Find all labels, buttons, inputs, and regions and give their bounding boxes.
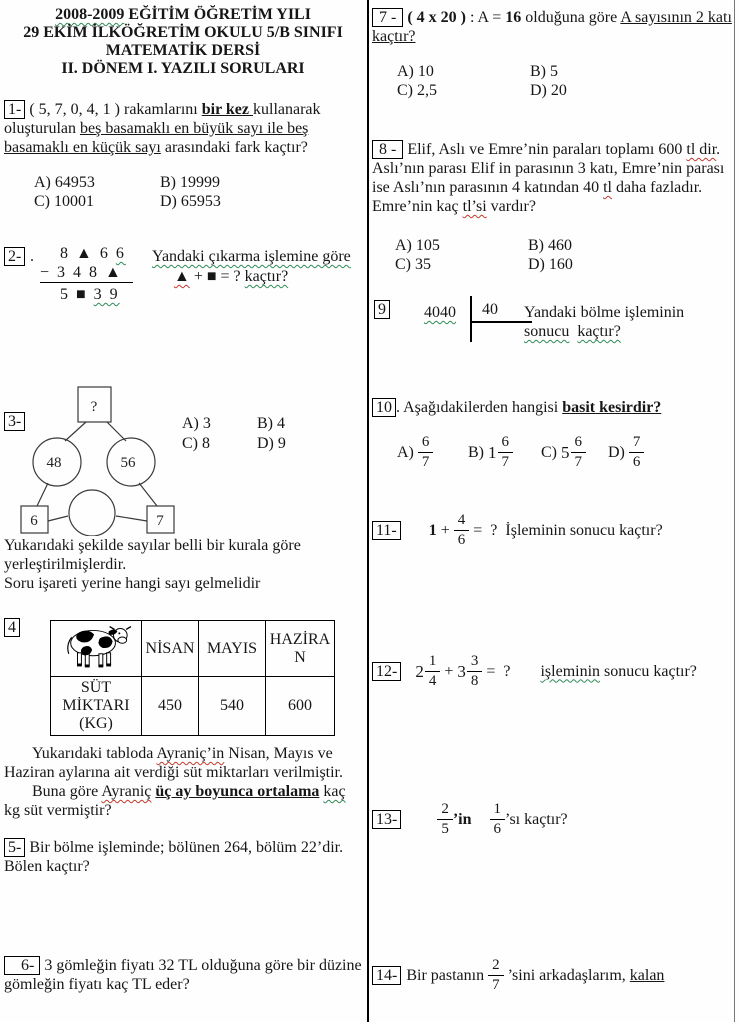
header-line-3: MATEMATİK DERSİ (105, 42, 261, 59)
fraction-denominator: 8 (470, 672, 479, 689)
header-line-2: 29 EKİM İLKÖĞRETİM OKULU 5/B SINIFI (23, 24, 343, 41)
header-line-4: II. DÖNEM I. YAZILI SORULARI (61, 60, 305, 77)
emphasis: A sayısının 2 katı kaçtır? (372, 9, 732, 45)
option-b: B) 1 $\frac{6}{7}$ (468, 434, 513, 471)
fraction-denominator: 4 (428, 672, 437, 689)
fraction-numerator: 3 (467, 653, 483, 672)
fraction-numerator: 2 (437, 801, 453, 820)
fraction-denominator: 7 (421, 454, 430, 470)
answer-options (34, 173, 366, 211)
fraction-numerator: 1 (425, 653, 441, 672)
fraction-denominator: 6 (493, 820, 501, 837)
puzzle-circle-right: 56 (120, 455, 136, 471)
question-1 (4, 100, 366, 211)
question-10-text: 10 . Aşağıdakilerden hangisi basit kesirdir? (372, 398, 733, 417)
difference-row: 5 ■ 3 9 (60, 286, 120, 303)
month-header: HAZİRAN (266, 621, 335, 677)
option-d: D) 65953 (160, 193, 221, 210)
divisor: 40 (472, 296, 532, 323)
fraction-denominator: 5 (441, 820, 449, 837)
emphasis: bir kez (201, 101, 253, 118)
question-number: 4 (4, 618, 20, 637)
answer-options (397, 62, 656, 100)
option-c: C) 35 (395, 256, 431, 273)
option-b: B) 460 (528, 237, 572, 254)
option-d: D) 20 (530, 82, 567, 99)
fraction (454, 512, 470, 549)
question-8-text: 8 - Elif, Aslı ve Emre’nin paraları toplamı 600 tl dir. Aslı’nın parası Elif in parasının 3 katı, Emre’nin parası ise Aslı’nın parasının 4 katından 40 tl daha fazladır. Emre’nin kaç tl’si vardır? (372, 141, 725, 215)
option-c: C) 8 (182, 435, 210, 452)
paragraph: Buna göre Ayraniç üç ay boyunca ortalama kaç kg süt vermiştir? (4, 783, 346, 819)
question-12: 12- 2 $\frac{1}{4}$ + 3 $\frac{3}{8}$ = ? işleminin sonucu kaçtır? (372, 648, 733, 694)
fraction-numerator: 2 (488, 957, 504, 976)
option-b: B) 4 (257, 415, 285, 432)
question-5 (4, 838, 366, 876)
fraction (467, 653, 483, 690)
school-year: 2008-2009 (55, 6, 125, 23)
emphasis: üç ay boyunca ortalama (155, 783, 320, 800)
dividend: 4040 (424, 304, 456, 321)
question-number: 9 (374, 300, 390, 319)
fraction (437, 801, 453, 838)
option-a: A) 10 (397, 63, 434, 80)
question-number: 12- (372, 662, 401, 681)
question-5-text: Bir bölme işleminde; bölünen 264, bölüm 22’dir. Bölen kaçtır? (4, 839, 344, 875)
question-number: 2- (4, 247, 25, 266)
fraction-denominator: 7 (574, 454, 582, 470)
subtrahend-row: − 3 4 8 ▲ (40, 263, 133, 282)
question-11-text: İşleminin sonucu kaçtır? (505, 521, 663, 539)
whole-number: 3 (457, 661, 466, 681)
option-c: C) 2,5 (397, 82, 437, 99)
question-6 (4, 956, 366, 994)
puzzle-top-value: ? (90, 399, 98, 415)
question-9 (372, 296, 733, 356)
option-d: D) 160 (528, 256, 573, 273)
option-d: D) $\frac{7}{6}$ (608, 434, 644, 471)
question-14: 14- Bir pastanın $\frac{2}{7}$ ’sini arkadaşlarım, kalan (372, 952, 733, 998)
fraction-denominator: 6 (632, 454, 641, 470)
fraction (629, 434, 645, 471)
question-number: 11- (372, 521, 401, 540)
page-right-border (734, 0, 735, 1022)
fraction (418, 434, 434, 471)
answer-options (395, 236, 654, 274)
whole-number: 2 (415, 661, 424, 681)
milk-value-may: 540 (199, 677, 266, 736)
month-header: NİSAN (142, 621, 199, 677)
question-number: 6- (4, 956, 40, 975)
question-number: 14- (372, 966, 401, 985)
question-2: 2- . 8 ▲ 6 6 − 3 4 8 ▲ 5 ■ 3 9 Yandaki çıkarma işlemine göre ▲ + ■ = ? kaçtır? (4, 244, 366, 308)
question-1-text: 1- ( 5, 7, 0, 4, 1 ) rakamlarını bir kez kullanarak oluşturulan beş basamaklı en büyük sayı ile beş basamaklı en küçük sayı arasındaki fark kaçtır? (4, 101, 321, 156)
milk-table (50, 620, 335, 736)
option-b: B) 19999 (160, 174, 220, 191)
question-number: 8 - (372, 140, 403, 159)
column-divider (367, 0, 369, 1022)
option-c: C) 10001 (34, 193, 94, 210)
minuend-row: 8 ▲ 6 6 (60, 245, 126, 262)
question-6-text: 3 gömleğin fiyatı 32 TL olduğuna göre bir düzine gömleğin fiyatı kaç TL eder? (4, 957, 362, 993)
question-8 (372, 140, 733, 280)
cow-icon-cell (51, 621, 142, 677)
fraction (425, 653, 441, 690)
fraction-numerator: 6 (418, 434, 434, 453)
cow-icon (60, 623, 132, 669)
emphasis: kalan (629, 966, 665, 984)
side-note-line-2: ▲ + ■ = ? kaçtır? (174, 268, 289, 285)
question-13: 13- $\frac{2}{5}$ ’in $\frac{1}{6}$ ’sı kaçtır? (372, 796, 733, 842)
fraction-numerator: 7 (629, 434, 645, 453)
question-7-text: 7 - ( 4 x 20 ) : A = 16 olduğuna göre A sayısının 2 katı kaçtır? (372, 9, 732, 45)
option-a: A) $\frac{6}{7}$ (397, 434, 433, 471)
fraction-denominator: 7 (501, 454, 509, 470)
question-11: 11- 1 + $\frac{4}{6}$ = ? İşleminin sonucu kaçtır? (372, 508, 733, 552)
question-4 (4, 610, 366, 826)
option-b: B) 5 (530, 63, 558, 80)
question-number: 7 - (372, 8, 403, 27)
option-a: A) 3 (182, 415, 211, 432)
fraction (571, 434, 587, 471)
puzzle-square-left: 6 (30, 513, 38, 529)
question-number: 5- (4, 838, 25, 857)
fraction (488, 957, 504, 994)
puzzle-square-right: 7 (156, 513, 164, 529)
option-d: D) 9 (257, 435, 286, 452)
fraction-denominator: 6 (457, 531, 466, 548)
question-number: 1- (4, 100, 25, 119)
question-number: 10 (372, 398, 396, 417)
option-a: A) 64953 (34, 174, 95, 191)
fraction-numerator: 6 (571, 434, 587, 453)
question-12-text: sonucu kaçtır? (600, 662, 697, 680)
whole-number: 1 (488, 443, 497, 462)
puzzle-circle-left: 48 (46, 455, 62, 471)
question-13-text: ’sı kaçtır? (505, 810, 568, 828)
month-header: MAYIS (199, 621, 266, 677)
fraction-denominator: 7 (492, 976, 500, 993)
fraction (490, 801, 506, 838)
emphasis: beş basamaklı en büyük sayı ile beş basamaklı en küçük sayı (4, 120, 309, 156)
question-7 (372, 8, 733, 120)
side-note: Yandaki bölme işleminin sonucu kaçtır? (524, 304, 685, 340)
option-c: C) 5 $\frac{6}{7}$ (541, 434, 586, 471)
question-number: 13- (372, 810, 401, 829)
fraction-numerator: 4 (454, 512, 470, 531)
fraction (498, 434, 514, 471)
fraction-numerator: 6 (498, 434, 514, 453)
question-3 (4, 384, 366, 596)
long-division-bracket (470, 296, 532, 342)
milk-value-april: 450 (142, 677, 199, 736)
fraction-numerator: 1 (490, 801, 506, 820)
question-3-text: Yukarıdaki şekilde sayılar belli bir kurala göre yerleştirilmişlerdir. Soru işareti yerine hangi sayı gelmelidir (4, 537, 301, 592)
row-label: SÜT MİKTARI (KG) (51, 677, 142, 736)
option-a: A) 105 (395, 237, 440, 254)
emphasis: basit kesirdir? (562, 399, 662, 416)
exam-header (0, 6, 366, 78)
milk-value-june: 600 (266, 677, 335, 736)
paragraph: Yukarıdaki tabloda Ayraniç’in Nisan, Mayıs ve Haziran aylarına ait verdiği süt miktarları verilmiştir. (4, 745, 343, 781)
question-10 (372, 398, 733, 488)
side-note-line-1: Yandaki çıkarma işlemine göre (152, 248, 351, 265)
header-line-1: 2008-2009 EĞİTİM ÖĞRETİM YILI (55, 6, 311, 23)
question-4-text (4, 744, 364, 820)
question-number: 3- (4, 412, 25, 431)
number-puzzle-diagram (16, 384, 212, 536)
whole-number: 5 (561, 443, 570, 462)
